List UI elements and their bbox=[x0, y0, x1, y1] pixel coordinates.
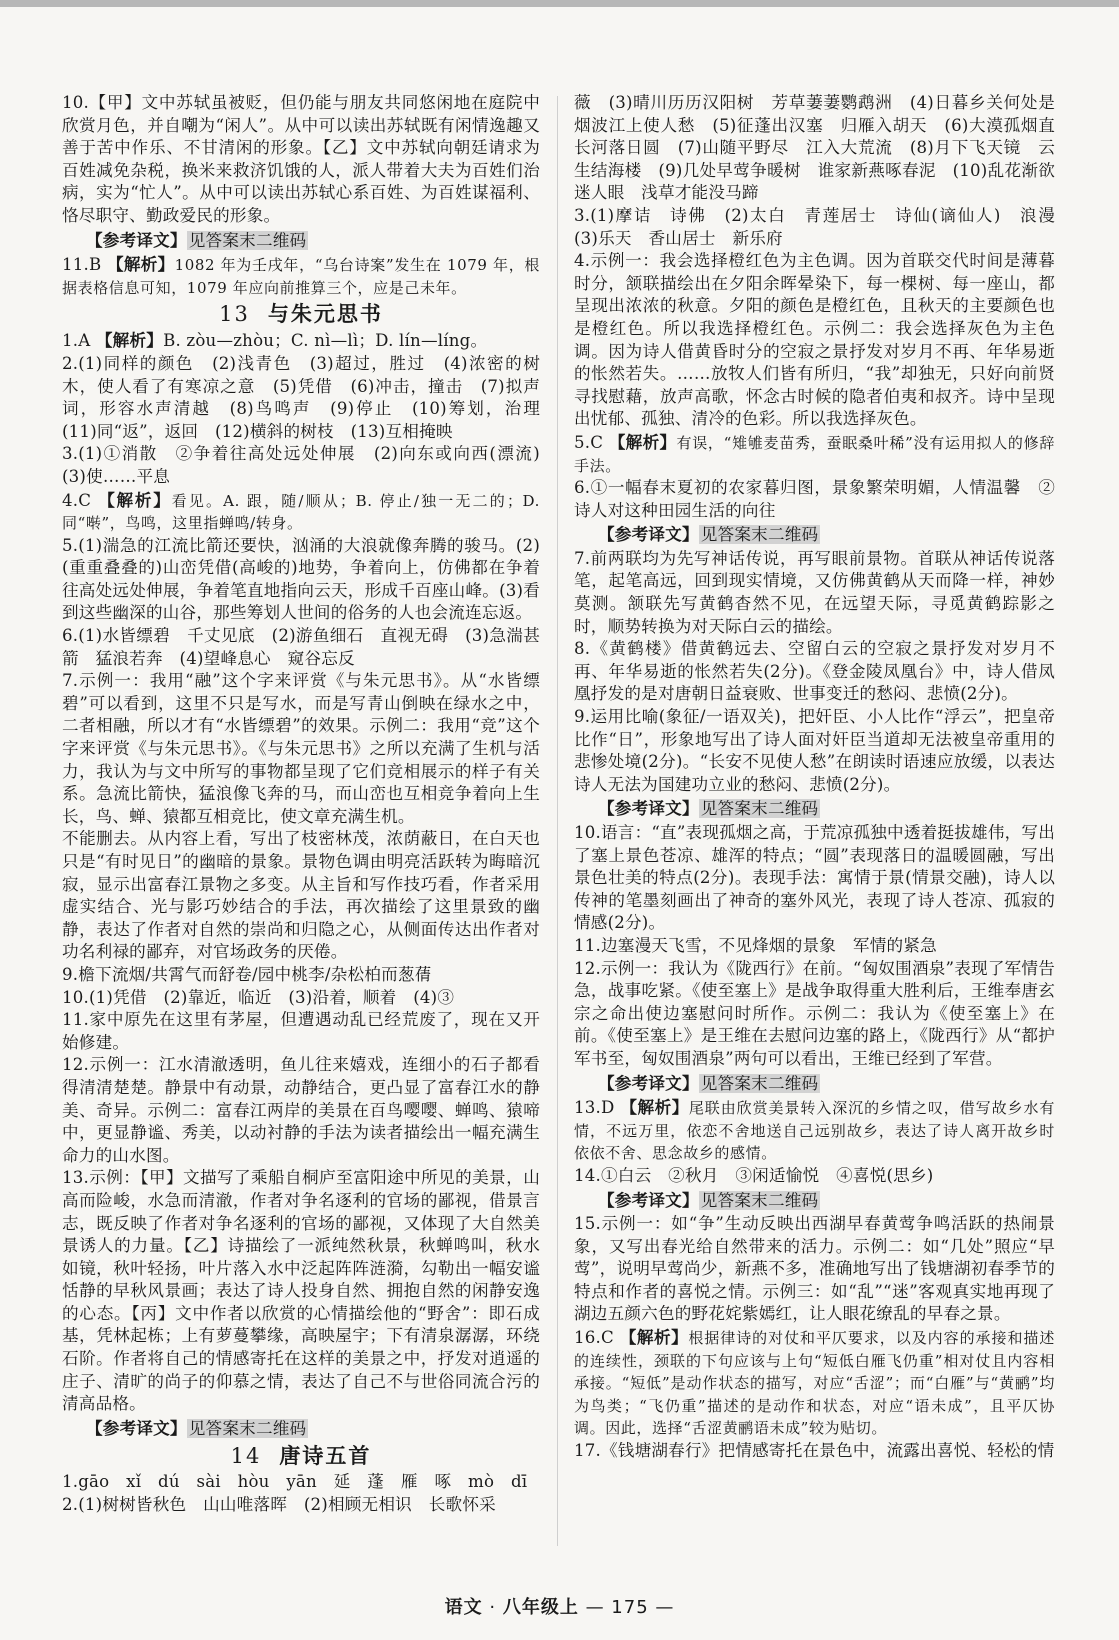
s13-answer-2: 2.(1)同样的颜色 (2)浅青色 (3)超过，胜过 (4)浓密的树木，使人看了有寒凉之意 (5)凭借 (6)冲击，撞击 (7)拟声词，形容水声清越 (8)鸟鸣声 (9)停止 (10)筹划，治理 (11)同“返”，返回 (12)横斜的树枝 (13)互相掩映 bbox=[62, 353, 557, 441]
s14-answer-9: 9.运用比喻(象征/一语双关)，把奸臣、小人比作“浮云”，把皇帝比作“日”，形象地写出了诗人面对奸臣当道却无法被皇帝重用的悲惨处境(2分)。“长安不见使人愁”在朗读时语速应放缓，以表达诗人无法为国建功立业的愁闷、悲愤(2分)。 bbox=[574, 707, 1055, 794]
reference-translation: 【参考译文】 见答案末二维码 bbox=[86, 229, 307, 250]
s13-answer-6: 6.(1)水皆缥碧 千丈见底 (2)游鱼细石 直视无碍 (3)急湍甚箭 猛浪若奔 (4)望峰息心 窥谷忘反 bbox=[62, 626, 540, 668]
s14-answer-7: 7.前两联均为先写神话传说，再写眼前景物。首联从神话传说落笔，起笔高远，回到现实情境，又仿佛黄鹤从天而降一样，神妙莫测。颔联先写黄鹤杳然不见，在远望天际，寻觅黄鹤踪影之时，顺势转换为对天际白云的描绘。 bbox=[574, 548, 1055, 636]
reference-translation: 【参考译文】 见答案末二维码 bbox=[598, 1189, 819, 1210]
s14-answer-8: 8.《黄鹤楼》借黄鹤远去、空留白云的空寂之景抒发对岁月不再、年华易逝的怅然若失(2分)。《登金陵凤凰台》中，诗人借凤凰抒发的是对唐朝日益衰败、世事变迁的愁闷、悲愤(2分)。 bbox=[574, 639, 1055, 704]
top-edge-bar bbox=[0, 0, 1119, 7]
s14-answer-17-start: 17.《钱塘湖春行》把情感寄托在景色中，流露出喜悦、轻松的情 bbox=[574, 1441, 1055, 1461]
s13-answer-11: 11.家中原先在这里有茅屋，但遭遇动乱已经荒废了，现在又开始修建。 bbox=[62, 1010, 540, 1052]
s13-answer-3: 3.(1)①消散 ②争着往高处远处伸展 (2)向东或向西(漂流) (3)使……平息 bbox=[62, 444, 557, 486]
right-column bbox=[574, 92, 1072, 1463]
s14-answer-4: 4.示例一：我会选择橙红色为主色调。因为首联交代时间是薄暮时分，颔联描绘出在夕阳余晖晕染下，每一棵树、每一座山，都呈现出浓浓的秋意。夕阳的颜色是橙红色，且秋天的主要颜色也是橙红色。所以我选择橙红色。示例二：我会选择灰色为主色调。因为诗人借黄昏时分的空寂之景抒发对岁月不再、年华易逝的怅然若失。……放牧人们皆有所归，“我”却独无，只好向前贤寻找慰藉，放声高歌，怀念古时候的隐者伯夷和叔齐。诗中呈现出忧郁、孤独、清冷的色彩。所以我选择灰色。 bbox=[574, 251, 1055, 429]
s14-answer-15: 15.示例一：如“争”生动反映出西湖早春黄莺争鸣活跃的热闹景象，又写出春光给自然带来的活力。示例二：如“几处”照应“早莺”，说明早莺尚少，新燕不多，准确地写出了钱塘湖初春季节的特点和作者的喜悦之情。示例三：如“乱”“迷”客观真实地再现了湖边五颜六色的野花姹紫嫣红，让人眼花缭乱的早春之景。 bbox=[574, 1214, 1055, 1324]
left-column bbox=[62, 92, 557, 1517]
reference-translation: 【参考译文】 见答案末二维码 bbox=[86, 1417, 307, 1438]
s13-answer-1: 1.A 【解析】B. zòu—zhòu；C. nì—lì；D. lín—líng。 bbox=[62, 330, 488, 351]
s14-answer-1: 1.gāo xǐ dú sài hòu yān 延 蓬 雁 啄 mò dī bbox=[62, 1472, 528, 1492]
s14-answer-14: 14.①白云 ②秋月 ③闲适愉悦 ④喜悦(思乡) bbox=[574, 1165, 934, 1185]
s14-answer-2-cont: 薇 (3)晴川历历汉阳树 芳草萋萋鹦鹉洲 (4)日暮乡关何处是 烟波江上使人愁 (5)征蓬出汉塞 归雁入胡天 (6)大漠孤烟直 长河落日圆 (7)山随平野尽 江入大荒流 (8)月下飞天镜 云生结海楼 (9)几处早莺争暖树 谁家新燕啄春泥 (10)乱花渐欲迷人眼 浅草才能没马蹄 bbox=[574, 93, 1072, 203]
s13-answer-7: 7.示例一：我用“融”这个字来评赏《与朱元思书》。从“水皆缥碧”可以看到，这里不只是写水，而是写青山倒映在绿水之中，二者相融，所以才有“水皆缥碧”的效果。示例二：我用“竞”这个字来评赏《与朱元思书》。《与朱元思书》之所以充满了生机与活力，我认为与文中所写的事物都呈现了它们竞相展示的样子有关系。急流比箭快，猛浪像飞奔的马，而山峦也互相竞争着向上生长，鸟、蝉、猿都互相竞比，使文章充满生机。 bbox=[62, 671, 540, 826]
s13-answer-4: 4.C 【解析】看见。A. 跟，随/顺从；B. 停止/独一无二的；D. 同“啭”，鸟鸣，这里指蝉鸣/转身。 bbox=[62, 489, 541, 533]
s14-answer-3: 3.(1)摩诘 诗佛 (2)太白 青莲居士 诗仙(谪仙人) 浪漫 (3)乐天 香山居士 新乐府 bbox=[574, 205, 1072, 248]
s14-answer-5: 5.C 【解析】有误，“雉雊麦苗秀，蚕眠桑叶稀”没有运用拟人的修辞手法。 bbox=[574, 431, 1056, 475]
s14-answer-11: 11.边塞漫天飞雪，不见烽烟的景象 军情的紧急 bbox=[574, 935, 937, 955]
answer-10: 10.【甲】文中苏轼虽被贬，但仍能与朋友共同悠闲地在庭院中欣赏月色，并自嘲为“闲人”。从中可以读出苏轼既有闲情逸趣又善于苦中作乐、不甘清闲的形象。【乙】文中苏轼向朝廷请求为百姓减免杂税，换米来救济饥饿的人，派人带着大夫为百姓们治病，实为“忙人”。从中可以读出苏轼心系百姓、为百姓谋福利、恪尽职守、勤政爱民的形象。 bbox=[62, 93, 540, 225]
section-heading-14: 14 唐诗五首 bbox=[230, 1444, 372, 1469]
reference-translation: 【参考译文】 见答案末二维码 bbox=[598, 1072, 819, 1093]
s13-answer-5: 5.(1)湍急的江流比箭还要快，汹涌的大浪就像奔腾的骏马。(2)(重重叠叠的)山峦凭借(高峻的)地势，争着向上，仿佛都在争着往高处远处伸展，争着笔直地指向云天，形成千百座山峰。(3)看到这些幽深的山谷，那些筹划人世间的俗务的人也会流连忘返。 bbox=[62, 535, 540, 623]
s13-answer-9: 9.檐下流烟/共霄气而舒卷/园中桃李/杂松柏而葱蒨 bbox=[62, 964, 432, 984]
s13-answer-13: 13.示例：【甲】文描写了乘船自桐庐至富阳途中所见的美景，山高而险峻，水急而清澈，作者对争名逐利的官场的鄙视，借景言志，既反映了作者对争名逐利的官场的鄙视，又体现了大自然美景诱人的力量。【乙】诗描绘了一派纯然秋景，秋蝉鸣叫，秋水如镜，秋叶轻扬，叶片落入水中泛起阵阵涟漪，勾勒出一幅安谧恬静的早秋风景画；表达了诗人投身自然、拥抱自然的闲静安逸的心态。【丙】文中作者以欣赏的心情描绘他的“野舍”：即石成基，凭林起栋；上有萝蔓攀缘，高映屋宇；下有清泉潺潺，环绕石阶。作者将自己的情感寄托在这样的美景之中，抒发对逍遥的庄子、清旷的尚子的仰慕之情，表达了自己不与世俗同流合污的清高品格。 bbox=[62, 1168, 540, 1414]
s14-answer-6: 6.①一幅春末夏初的农家暮归图，景象繁荣明媚，人情温馨 ②诗人对这种田园生活的向往 bbox=[574, 478, 1055, 520]
s14-answer-2-start: 2.(1)树树皆秋色 山山唯落晖 (2)相顾无相识 长歌怀采 bbox=[62, 1495, 496, 1515]
s14-answer-13: 13.D 【解析】尾联由欣赏美景转入深沉的乡情之叹，借写故乡水有情，不远万里，依恋不舍地送自己远别故乡，表达了诗人离开故乡时依依不舍、思念故乡的感情。 bbox=[574, 1097, 1055, 1163]
column-divider bbox=[557, 96, 558, 1546]
answer-11: 11.B 【解析】1082 年为壬戌年，“乌台诗案”发生在 1079 年，根据表格信息可知，1079 年应向前推算三个，应是己未年。 bbox=[62, 254, 541, 297]
page-footer: 语文 · 八年级上 — 175 — bbox=[444, 1597, 675, 1618]
s13-answer-12: 12.示例一：江水清澈透明，鱼儿往来嬉戏，连细小的石子都看得清清楚楚。静景中有动景，动静结合，更凸显了富春江水的静美、奇异。示例二：富春江两岸的美景在百鸟嘤嘤、蝉鸣、猿啼中，更显静谧、秀美，以动衬静的手法为读者描绘出一幅充满生命力的山水图。 bbox=[62, 1055, 540, 1165]
s13-answer-10: 10.(1)凭借 (2)靠近，临近 (3)沿着，顺着 (4)③ bbox=[62, 987, 455, 1007]
page-number: — 175 — bbox=[585, 1597, 675, 1618]
section-heading-13: 13 与朱元思书 bbox=[219, 302, 383, 327]
reference-translation: 【参考译文】 见答案末二维码 bbox=[598, 524, 819, 545]
s13-answer-8: 不能删去。从内容上看，写出了枝密林茂，浓荫蔽日，在白天也只是“有时见日”的幽暗的景象。景物色调由明亮活跃转为晦暗沉寂，显示出富春江景物之多变。从主旨和写作技巧看，作者采用虚实结合、光与影巧妙结合的手法，再次描绘了这里景致的幽静，表达了作者对自然的崇尚和归隐之心，从侧面传达出作者对功名利禄的鄙弃，对官场政务的厌倦。 bbox=[62, 829, 540, 962]
s14-answer-16: 16.C 【解析】根据律诗的对仗和平仄要求，以及内容的承接和描述的连续性，颈联的下句应该与上句“短低白雁飞仍重”相对仗且内容相承接。“短低”是动作状态的描写，对应“舌涩”；而“白雁”与“黄鹂”均为鸟类；“飞仍重”描述的是动作和状态，对应“语未成”，且平仄协调。因此，选择“舌涩黄鹂语未成”较为贴切。 bbox=[574, 1327, 1055, 1438]
s14-answer-12: 12.示例一：我认为《陇西行》在前。“匈奴围酒泉”表现了军情告急，战事吃紧。《使至塞上》是战争取得重大胜利后，王维奉唐玄宗之命出使边塞慰问时所作。示例二：我认为《使至塞上》在前。《使至塞上》是王维在去慰问边塞的路上，《陇西行》从“都护军书至，匈奴围酒泉”两句可以看出，王维已经到了军营。 bbox=[574, 958, 1055, 1068]
s14-answer-10: 10.语言：“直”表现孤烟之高，于荒凉孤独中透着挺拔雄伟，写出了塞上景色苍凉、雄浑的特点；“圆”表现落日的温暖圆融，写出景色壮美的特点(2分)。表现手法：寓情于景(情景交融)，诗人以传神的笔墨刻画出了神奇的塞外风光，表现了诗人苍凉、孤寂的情感(2分)。 bbox=[574, 823, 1055, 933]
reference-translation: 【参考译文】 见答案末二维码 bbox=[598, 798, 819, 819]
